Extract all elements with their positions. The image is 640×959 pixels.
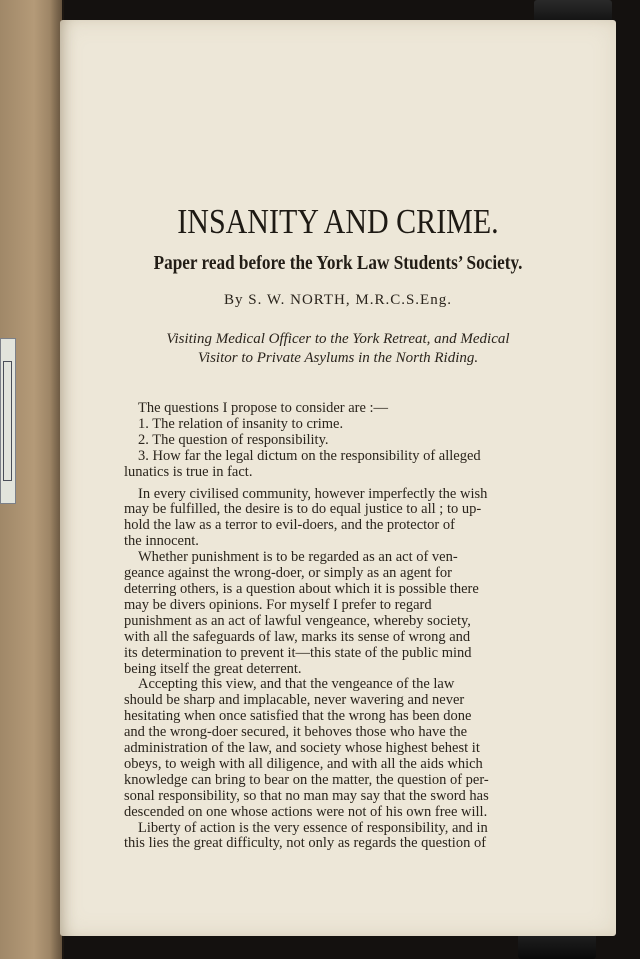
paragraph-line: being itself the great deterrent. (124, 660, 302, 677)
paragraph-line: geance against the wrong-doer, or simply as an agent for (124, 565, 452, 582)
paragraph-line: In every civilised community, however imperfectly the wish (138, 485, 488, 502)
paragraph-line: this lies the great difficulty, not only as regards the question of (124, 835, 487, 852)
author-affiliation (100, 330, 576, 368)
body-text (124, 401, 536, 852)
question-item: 3. How far the legal dictum on the responsibility of alleged (138, 447, 481, 464)
paragraph-line: its determination to prevent it—this state of the public mind (124, 644, 472, 661)
shelf-label-frame (3, 361, 12, 481)
author-byline: By S. W. NORTH, M.R.C.S.Eng. (224, 292, 452, 308)
paragraph-line: hesitating when once satisfied that the wrong has been done (124, 708, 472, 725)
intro-line: The questions I propose to consider are :— (138, 400, 389, 416)
affiliation-line: Visitor to Private Asylums in the North Riding. (197, 350, 479, 366)
paragraph-line: hold the law as a terror to evil-doers, and the protector of (124, 517, 455, 534)
paragraph-line: should be sharp and implacable, never wavering and never (124, 692, 465, 709)
paragraph-line: sonal responsibility, so that no man may say that the sword has (124, 787, 489, 804)
question-item-continuation: lunatics is true in fact. (124, 463, 253, 480)
paragraph-line: punishment as an act of lawful vengeance, whereby society, (124, 612, 471, 629)
document-subtitle: Paper read before the York Law Students’ Society. (153, 252, 523, 274)
paragraph-line: the innocent. (124, 533, 199, 550)
paragraph-line: Liberty of action is the very essence of responsibility, and in (138, 819, 488, 836)
paragraph-line: deterring others, is a question about which it is possible there (124, 580, 479, 597)
paragraph-line: and the wrong-doer secured, it behoves those who have the (124, 724, 468, 741)
paragraph-line: may be fulfilled, the desire is to do equal justice to all ; to up- (124, 501, 482, 518)
paragraph-line: Accepting this view, and that the vengeance of the law (138, 676, 455, 693)
question-item: 1. The relation of insanity to crime. (138, 415, 344, 432)
paragraph-line: Whether punishment is to be regarded as an act of ven- (138, 549, 458, 566)
affiliation-line: Visiting Medical Officer to the York Retreat, and Medical (166, 331, 510, 347)
paragraph-line: knowledge can bring to bear on the matter, the question of per- (124, 771, 489, 788)
paragraph-line: administration of the law, and society whose highest behest it (124, 740, 480, 757)
question-item: 2. The question of responsibility. (138, 431, 329, 448)
paragraph-line: obeys, to weigh with all diligence, and with all the aids which (124, 755, 483, 772)
document-title: INSANITY AND CRIME. (177, 203, 499, 241)
document-page (60, 20, 616, 936)
paragraph-line: descended on one whose actions were not of his own free will. (124, 803, 488, 820)
paragraph-line: may be divers opinions. For myself I prefer to regard (124, 596, 432, 613)
shelf-label (0, 338, 16, 504)
paragraph-line: with all the safeguards of law, marks its sense of wrong and (124, 628, 471, 645)
